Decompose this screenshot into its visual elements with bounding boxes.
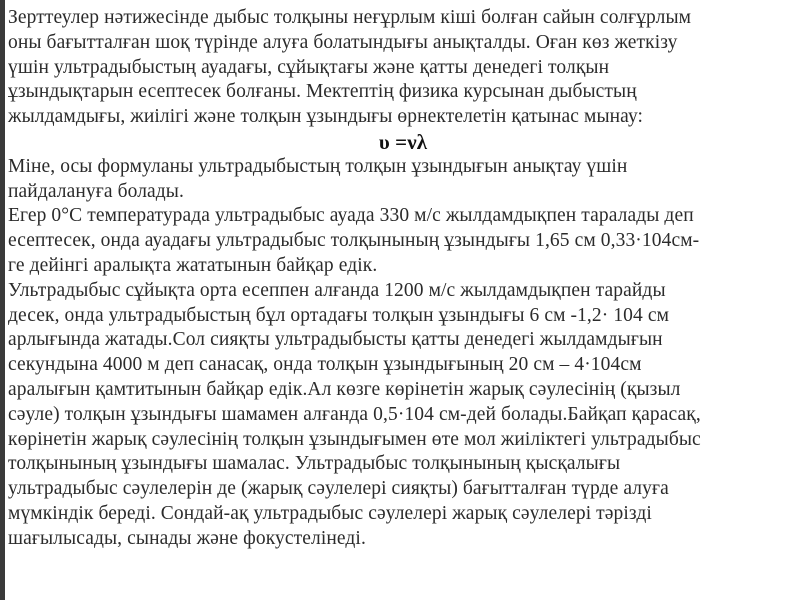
text-line: есептесек, онда ауадағы ультрадыбыс толқынының ұзындығы 1,65 см 0,33·104см-: [8, 230, 700, 252]
formula: υ =νλ: [378, 129, 428, 154]
text-line: көрінетін жарық сәулесінің толқын ұзындығымен өте мол жиіліктегі ультрадыбыс: [8, 428, 701, 450]
text-line: десек, онда ультрадыбыстың бұл ортадағы толқын ұзындығы 6 см -1,2· 104 см: [8, 304, 670, 326]
slide-body-text: [8, 6, 800, 552]
text-line: аралығын қамтитынын байқар едік.Ал көзге көрінетін жарық сәулесінің (қызыл: [8, 378, 681, 400]
text-line: ге дейінгі аралықта жататынын байқар едік.: [8, 254, 378, 276]
left-accent-bar: [0, 0, 5, 600]
text-line: оны бағытталған шоқ түрінде алуға болатындығы анықталды. Оған көз жеткізу: [8, 31, 678, 53]
text-line: Егер 0°С температурада ультрадыбыс ауада 330 м/с жылдамдықпен таралады деп: [8, 205, 694, 227]
text-line: шағылысады, сынады және фокустелінеді.: [8, 527, 366, 549]
text-line: толқынының ұзындығы шамалас. Ультрадыбыс толқынының қысқалығы: [8, 453, 621, 475]
text-line: пайдалануға болады.: [8, 180, 184, 202]
text-line: Зерттеулер нәтижесінде дыбыс толқыны неғұрлым кіші болған сайын солғұрлым: [8, 7, 692, 28]
text-line: Ультрадыбыс сұйықта орта есеппен алғанда 1200 м/с жылдамдықпен тарайды: [8, 279, 666, 301]
text-line: мүмкіндік береді. Сондай-ақ ультрадыбыс сәулелері жарық сәулелері тәрізді: [8, 502, 652, 524]
text-line: арлығында жатады.Сол сияқты ультрадыбысты қатты денедегі жылдамдығын: [8, 329, 663, 351]
text-line: үшін ультрадыбыстың ауадағы, сұйықтағы және қатты денедегі толқын: [8, 56, 610, 78]
text-line: Міне, осы формуланы ультрадыбыстың толқын ұзындығын анықтау үшін: [8, 155, 628, 177]
text-line: сәуле) толқын ұзындығы шамамен алғанда 0,5·104 см-дей болады.Байқап қарасақ,: [8, 403, 701, 425]
text-line: ультрадыбыс сәулелерін де (жарық сәулелері сияқты) бағытталған түрде алуға: [8, 478, 669, 500]
text-line: жылдамдығы, жиілігі және толқын ұзындығы өрнектелетін қатынас мынау:: [8, 106, 644, 128]
text-line: ұзындықтарын есептесек болғаны. Мектептің физика курсынан дыбыстың: [8, 81, 637, 103]
text-line: секундына 4000 м деп санасақ, онда толқын ұзындығының 20 см – 4·104см: [8, 354, 642, 376]
